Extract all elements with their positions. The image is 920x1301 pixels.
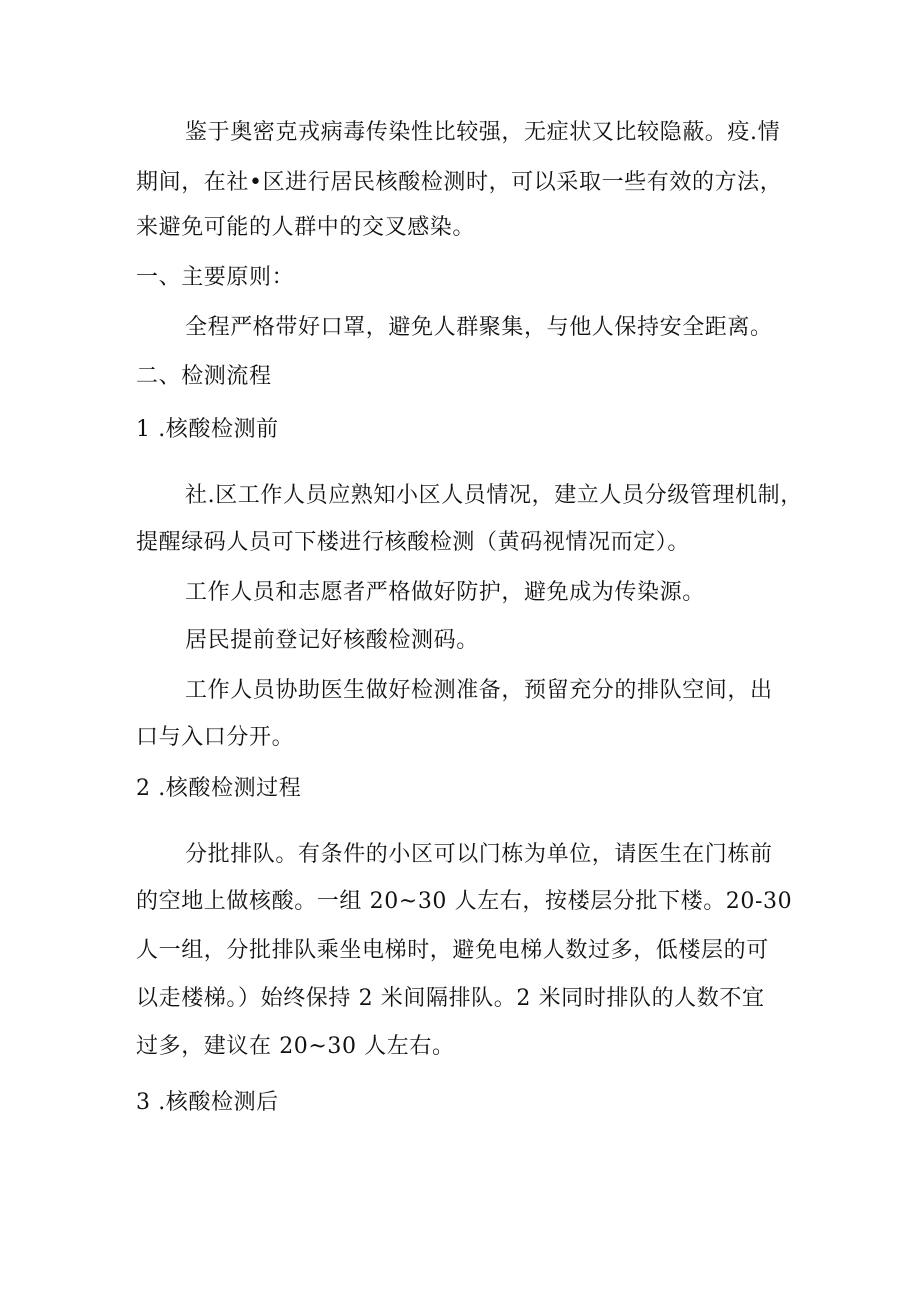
intro-line-1: 鉴于奥密克戎病毒传染性比较强，无症状又比较隐蔽。疫.情 [185, 120, 781, 145]
before-paragraph-1-line-1: 社.区工作人员应熟知小区人员情况，建立人员分级管理机制， [185, 483, 803, 508]
step-heading-during: 2 .核酸检测过程 [136, 776, 302, 801]
during-paragraph-line-4: 以走楼梯。）始终保持 2 米间隔排队。2 米同时排队的人数不宜 [136, 986, 765, 1011]
section-heading-principles: 一、主要原则： [136, 265, 295, 290]
step-heading-after: 3 .核酸检测后 [136, 1090, 279, 1115]
during-paragraph-line-3: 人一组，分批排队乘坐电梯时，避免电梯人数过多，低楼层的可 [136, 938, 769, 963]
before-paragraph-2: 工作人员和志愿者严格做好防护，避免成为传染源。 [185, 580, 705, 605]
before-paragraph-4-line-2: 口与入口分开。 [136, 725, 295, 750]
before-paragraph-3: 居民提前登记好核酸检测码。 [185, 628, 479, 653]
during-paragraph-line-2: 的空地上做核酸。一组 20~30 人左右，按楼层分批下楼。20-30 [136, 889, 793, 914]
step-heading-before: 1 .核酸检测前 [136, 417, 279, 442]
principles-paragraph: 全程严格带好口罩，避免人群聚集，与他人保持安全距离。 [185, 315, 773, 340]
section-heading-process: 二、检测流程 [136, 364, 272, 389]
intro-line-2: 期间，在社•区进行居民核酸检测时，可以采取一些有效的方法， [136, 170, 783, 195]
before-paragraph-1-line-2: 提醒绿码人员可下楼进行核酸检测（黄码视情况而定）。 [136, 530, 691, 555]
intro-line-3: 来避免可能的人群中的交叉感染。 [136, 215, 476, 240]
during-paragraph-line-1: 分批排队。有条件的小区可以门栋为单位，请医生在门栋前 [185, 842, 773, 867]
before-paragraph-4-line-1: 工作人员协助医生做好检测准备，预留充分的排队空间，出 [185, 678, 773, 703]
during-paragraph-line-5: 过多，建议在 20~30 人左右。 [136, 1034, 455, 1059]
